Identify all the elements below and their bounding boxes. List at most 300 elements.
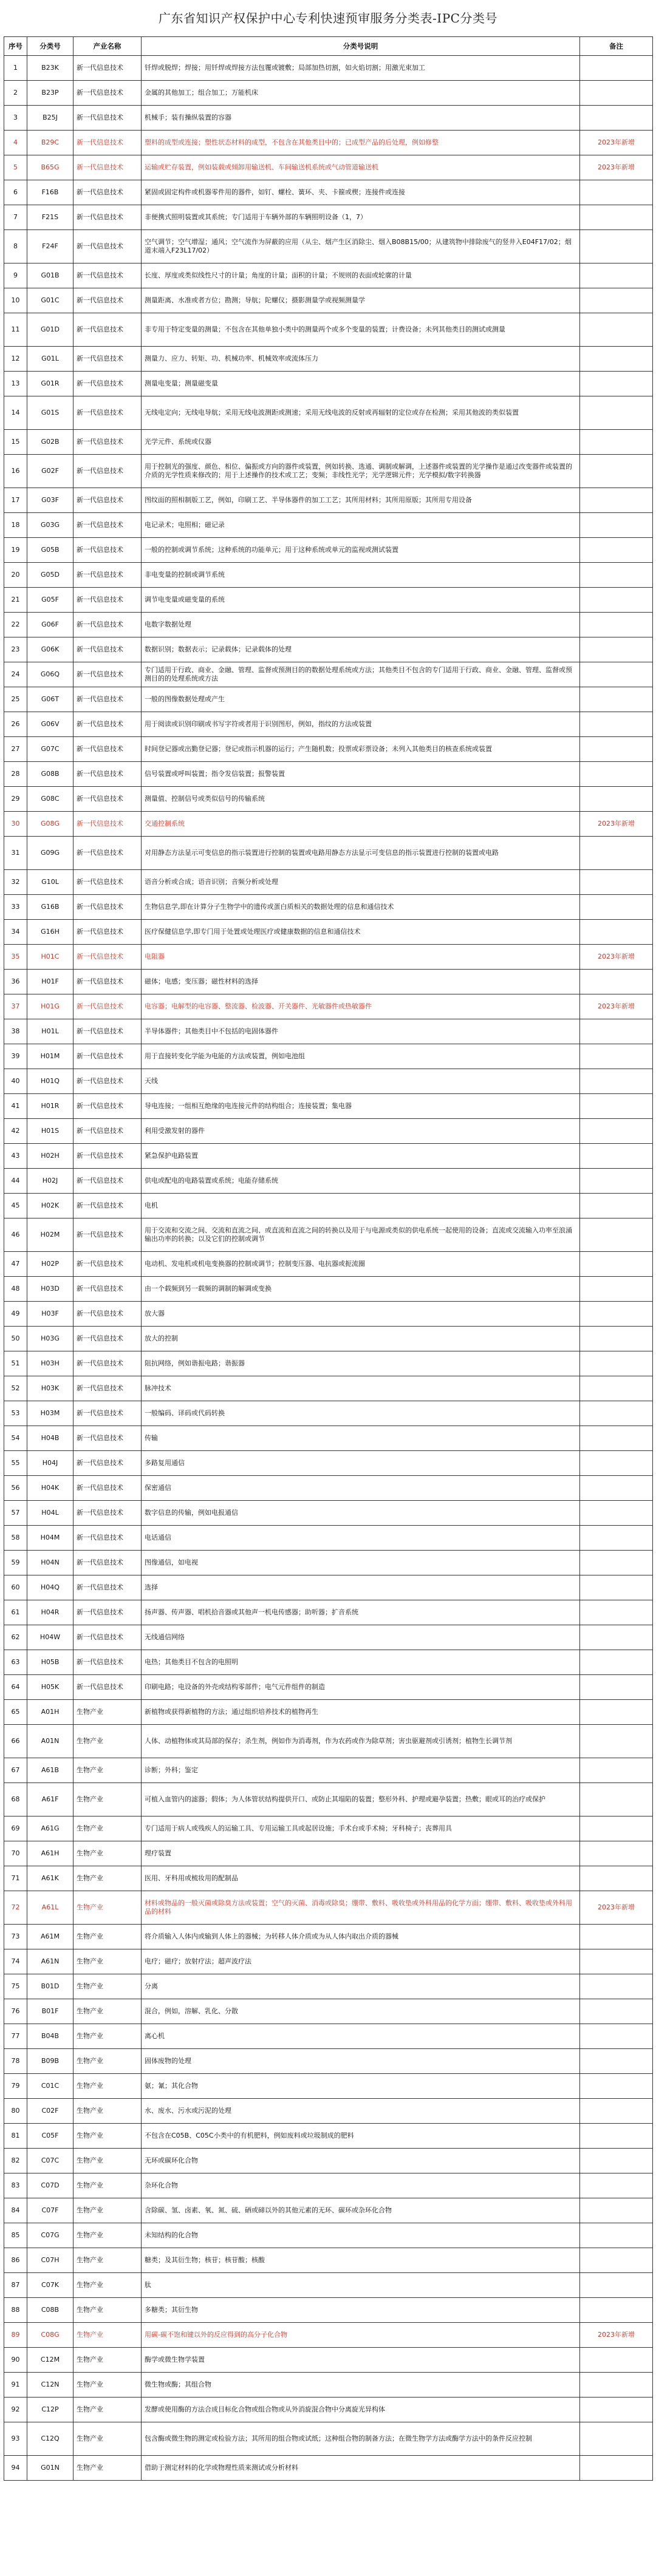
row-number: 84 [4, 2198, 27, 2223]
remark [580, 1866, 653, 1891]
remark [580, 81, 653, 106]
ipc-code: C07K [27, 2273, 73, 2298]
table-row [4, 1675, 653, 1700]
remark [580, 1451, 653, 1476]
ipc-code: H02H [27, 1144, 73, 1169]
table-row [4, 155, 653, 180]
code-description: 多路复用通信 [142, 1451, 580, 1476]
row-number: 88 [4, 2298, 27, 2323]
ipc-code: B01D [27, 1974, 73, 1999]
industry-name: 新一代信息技术 [73, 1451, 142, 1476]
industry-name: 生物产业 [73, 1841, 142, 1866]
code-description: 阻抗网络，例如谐振电路；谐振器 [142, 1351, 580, 1376]
table-row [4, 1891, 653, 1925]
code-description: 信号装置或呼叫装置；指令发信装置；报警装置 [142, 762, 580, 787]
industry-name: 新一代信息技术 [73, 538, 142, 563]
code-description: 保密通信 [142, 1476, 580, 1501]
ipc-code: B09B [27, 2049, 73, 2074]
industry-name: 新一代信息技术 [73, 1376, 142, 1401]
industry-name: 生物产业 [73, 2074, 142, 2099]
industry-name: 新一代信息技术 [73, 787, 142, 812]
ipc-code: G06F [27, 613, 73, 637]
remark [580, 538, 653, 563]
table-row [4, 372, 653, 396]
code-description: 一般编码、译码或代码转换 [142, 1401, 580, 1426]
remark [580, 1841, 653, 1866]
remark [580, 2298, 653, 2323]
code-description: 利用受激发射的器件 [142, 1119, 580, 1144]
table-row [4, 2323, 653, 2348]
table-row [4, 1376, 653, 1401]
ipc-classification-table [4, 36, 653, 2481]
remark [580, 1351, 653, 1376]
remark [580, 2099, 653, 2124]
code-description: 用于直接转变化学能为电能的方法或装置，例如电池组 [142, 1044, 580, 1069]
ipc-code: B01F [27, 1999, 73, 2024]
remark [580, 1044, 653, 1069]
industry-name: 新一代信息技术 [73, 1551, 142, 1575]
row-number: 35 [4, 945, 27, 970]
industry-name: 新一代信息技术 [73, 945, 142, 970]
industry-name: 新一代信息技术 [73, 870, 142, 895]
ipc-code: H03M [27, 1401, 73, 1426]
industry-name: 新一代信息技术 [73, 1426, 142, 1451]
remark [580, 1575, 653, 1600]
table-row [4, 1044, 653, 1069]
table-row [4, 787, 653, 812]
industry-name: 新一代信息技术 [73, 372, 142, 396]
ipc-code: B04B [27, 2024, 73, 2049]
row-number: 76 [4, 1999, 27, 2024]
industry-name: 新一代信息技术 [73, 712, 142, 737]
table-row [4, 1625, 653, 1650]
row-number: 4 [4, 131, 27, 155]
industry-name: 新一代信息技术 [73, 1302, 142, 1327]
table-row [4, 945, 653, 970]
code-description: 时间登记器或出勤登记器；登记或指示机器的运行；产生随机数；投票或彩票设备；未列入其他类目的核查系统或装置 [142, 737, 580, 762]
row-number: 85 [4, 2223, 27, 2248]
industry-name: 新一代信息技术 [73, 488, 142, 513]
code-description: 供电或配电的电路装置或系统；电能存储系统 [142, 1169, 580, 1194]
row-number: 14 [4, 396, 27, 430]
row-number: 32 [4, 870, 27, 895]
ipc-code: C07D [27, 2173, 73, 2198]
table-row [4, 1218, 653, 1252]
table-row [4, 56, 653, 81]
remark [580, 2149, 653, 2173]
row-number: 28 [4, 762, 27, 787]
remark [580, 230, 653, 263]
row-number: 75 [4, 1974, 27, 1999]
remark [580, 2024, 653, 2049]
code-description: 扬声器、传声器、唱机拾音器或其他声一机电传感器；助听器；扩音系统 [142, 1600, 580, 1625]
table-row [4, 1816, 653, 1841]
industry-name: 新一代信息技术 [73, 970, 142, 994]
industry-name: 新一代信息技术 [73, 106, 142, 131]
ipc-code: G05D [27, 563, 73, 588]
remark [580, 970, 653, 994]
code-description: 印刷电路；电设备的外壳或结构零部件；电气元件组件的制造 [142, 1675, 580, 1700]
row-number: 56 [4, 1476, 27, 1501]
code-description: 放大器 [142, 1302, 580, 1327]
row-number: 73 [4, 1925, 27, 1949]
ipc-code: A01N [27, 1725, 73, 1758]
row-number: 47 [4, 1252, 27, 1277]
industry-name: 新一代信息技术 [73, 180, 142, 205]
industry-name: 生物产业 [73, 1758, 142, 1783]
row-number: 43 [4, 1144, 27, 1169]
code-description: 无线通信网络 [142, 1625, 580, 1650]
industry-name: 生物产业 [73, 2248, 142, 2273]
industry-name: 生物产业 [73, 2273, 142, 2298]
code-description: 无线电定向；无线电导航；采用无线电波测距或测速；采用无线电波的反射或再辐射的定位或存在检测；采用其他波的类似装置 [142, 396, 580, 430]
code-description: 用于控制光的强度、颜色、相位、偏振或方向的器件或装置，例如转换、选通、调制或解调，上述器件或装置的光学操作是通过改变器件或装置的介质的光学性质来修改的；用于上述操作的技术或工艺；变频；非线性光学；光学逻辑元件；光学模拟/数字转换器 [142, 455, 580, 488]
table-row [4, 2223, 653, 2248]
remark [580, 488, 653, 513]
ipc-code: H04W [27, 1625, 73, 1650]
table-row [4, 2149, 653, 2173]
industry-name: 新一代信息技术 [73, 662, 142, 687]
code-description: 用碳-碳不饱和键以外的反应得到的高分子化合物 [142, 2323, 580, 2348]
code-description: 长度、厚度或类似线性尺寸的计量；角度的计量；面积的计量；不规则的表面或轮廓的计量 [142, 263, 580, 288]
industry-name: 新一代信息技术 [73, 288, 142, 313]
industry-name: 新一代信息技术 [73, 920, 142, 945]
table-row [4, 288, 653, 313]
remark [580, 563, 653, 588]
remark: 2023年新增 [580, 2323, 653, 2348]
remark [580, 513, 653, 538]
row-number: 65 [4, 1700, 27, 1725]
remark [580, 455, 653, 488]
code-description: 氨；氰；其化合物 [142, 2074, 580, 2099]
row-number: 23 [4, 637, 27, 662]
industry-name: 新一代信息技术 [73, 1401, 142, 1426]
ipc-code: H02P [27, 1252, 73, 1277]
table-row [4, 1949, 653, 1974]
ipc-code: C12P [27, 2398, 73, 2422]
remark [580, 1675, 653, 1700]
code-description: 电机 [142, 1194, 580, 1218]
remark [580, 687, 653, 712]
row-number: 45 [4, 1194, 27, 1218]
industry-name: 新一代信息技术 [73, 263, 142, 288]
table-row [4, 1094, 653, 1119]
industry-name: 生物产业 [73, 1949, 142, 1974]
row-number: 33 [4, 895, 27, 920]
industry-name: 新一代信息技术 [73, 1501, 142, 1526]
code-description: 用于交流和交流之间、交流和直流之间、或直流和直流之间的转换以及用于与电源或类似的供电系统一起使用的设备；直流或交流输入功率至浪涌输出功率的转换；以及它们的控制或调节 [142, 1218, 580, 1252]
table-row [4, 870, 653, 895]
code-description: 材料或物品的一般灭菌或除臭方法或装置；空气的灭菌、消毒或除臭；绷带、敷料、吸收垫或外科用品的化学方面；绷带、敷料、吸收垫或外科用品的材料 [142, 1891, 580, 1925]
remark [580, 56, 653, 81]
remark [580, 1625, 653, 1650]
remark [580, 1376, 653, 1401]
code-description: 多糖类；其衍生物 [142, 2298, 580, 2323]
row-number: 2 [4, 81, 27, 106]
remark [580, 1094, 653, 1119]
table-row [4, 1650, 653, 1675]
remark [580, 2398, 653, 2422]
code-description: 测量电变量；测量磁变量 [142, 372, 580, 396]
ipc-code: F21S [27, 205, 73, 230]
code-description: 电数字数据处理 [142, 613, 580, 637]
table-row [4, 538, 653, 563]
row-number: 87 [4, 2273, 27, 2298]
industry-name: 新一代信息技术 [73, 347, 142, 372]
ipc-code: A61H [27, 1841, 73, 1866]
industry-name: 新一代信息技术 [73, 994, 142, 1019]
code-description: 数字信息的传输，例如电报通信 [142, 1501, 580, 1526]
row-number: 51 [4, 1351, 27, 1376]
code-description: 糖类；及其衍生物；核苷；核苷酸；核酸 [142, 2248, 580, 2273]
ipc-code: H04L [27, 1501, 73, 1526]
row-number: 37 [4, 994, 27, 1019]
row-number: 50 [4, 1327, 27, 1351]
code-description: 金属的其他加工；组合加工；万能机床 [142, 81, 580, 106]
remark [580, 1327, 653, 1351]
table-row [4, 2398, 653, 2422]
ipc-code: H03G [27, 1327, 73, 1351]
ipc-code: H03F [27, 1302, 73, 1327]
table-row [4, 106, 653, 131]
table-row [4, 1974, 653, 1999]
table-row [4, 737, 653, 762]
table-row [4, 812, 653, 837]
header-code: 分类号 [27, 37, 73, 56]
row-number: 72 [4, 1891, 27, 1925]
row-number: 6 [4, 180, 27, 205]
ipc-code: G09G [27, 837, 73, 870]
code-description: 导电连接；一组相互绝缘的电连接元件的结构组合；连接装置；集电器 [142, 1094, 580, 1119]
code-description: 借助于测定材料的化学或物理性质来测试或分析材料 [142, 2456, 580, 2481]
row-number: 12 [4, 347, 27, 372]
table-row [4, 2024, 653, 2049]
table-row [4, 1841, 653, 1866]
code-description: 塑料的成型或连接；塑性状态材料的成型，不包含在其他类目中的；已成型产品的后处理，例如修整 [142, 131, 580, 155]
row-number: 61 [4, 1600, 27, 1625]
industry-name: 新一代信息技术 [73, 81, 142, 106]
remark [580, 613, 653, 637]
industry-name: 生物产业 [73, 2173, 142, 2198]
industry-name: 新一代信息技术 [73, 637, 142, 662]
industry-name: 生物产业 [73, 2024, 142, 2049]
industry-name: 新一代信息技术 [73, 1019, 142, 1044]
code-description: 一般的图像数据处理或产生 [142, 687, 580, 712]
ipc-code: H04J [27, 1451, 73, 1476]
ipc-code: C12M [27, 2348, 73, 2373]
table-row [4, 2422, 653, 2456]
code-description: 将介质输入人体内或输到人体上的器械；为转移人体介质或为从人体内取出介质的器械 [142, 1925, 580, 1949]
remark [580, 837, 653, 870]
table-row [4, 588, 653, 613]
remark [580, 1426, 653, 1451]
ipc-code: H01S [27, 1119, 73, 1144]
table-row [4, 1302, 653, 1327]
row-number: 48 [4, 1277, 27, 1302]
table-row [4, 1999, 653, 2024]
table-row [4, 513, 653, 538]
ipc-code: H01F [27, 970, 73, 994]
header-note: 备注 [580, 37, 653, 56]
code-description: 分离 [142, 1974, 580, 1999]
remark [580, 1144, 653, 1169]
industry-name: 新一代信息技术 [73, 737, 142, 762]
code-description: 机械手；装有操纵装置的容器 [142, 106, 580, 131]
ipc-code: C07G [27, 2223, 73, 2248]
remark [580, 1302, 653, 1327]
remark [580, 313, 653, 347]
industry-name: 生物产业 [73, 1725, 142, 1758]
code-description: 水、废水、污水或污泥的处理 [142, 2099, 580, 2124]
code-description: 电热；其他类目不包含的电照明 [142, 1650, 580, 1675]
remark: 2023年新增 [580, 945, 653, 970]
industry-name: 新一代信息技术 [73, 1094, 142, 1119]
remark [580, 1999, 653, 2024]
industry-name: 新一代信息技术 [73, 1351, 142, 1376]
ipc-code: G07C [27, 737, 73, 762]
code-description: 专门适用于病人或残疾人的运输工具、专用运输工具或起居设施；手术台或手术椅；牙科椅子；丧葬用具 [142, 1816, 580, 1841]
table-row [4, 613, 653, 637]
row-number: 3 [4, 106, 27, 131]
remark [580, 588, 653, 613]
ipc-code: H04Q [27, 1575, 73, 1600]
remark [580, 2422, 653, 2456]
code-description: 电阻器 [142, 945, 580, 970]
ipc-code: H01C [27, 945, 73, 970]
row-number: 64 [4, 1675, 27, 1700]
table-row [4, 637, 653, 662]
table-row [4, 1783, 653, 1816]
ipc-code: H01G [27, 994, 73, 1019]
ipc-code: G01C [27, 288, 73, 313]
remark [580, 372, 653, 396]
ipc-code: H01L [27, 1019, 73, 1044]
industry-name: 新一代信息技术 [73, 1575, 142, 1600]
ipc-code: F24F [27, 230, 73, 263]
ipc-code: B65G [27, 155, 73, 180]
ipc-code: B23K [27, 56, 73, 81]
row-number: 22 [4, 613, 27, 637]
header-industry: 产业名称 [73, 37, 142, 56]
remark [580, 1974, 653, 1999]
row-number: 9 [4, 263, 27, 288]
row-number: 30 [4, 812, 27, 837]
row-number: 10 [4, 288, 27, 313]
industry-name: 生物产业 [73, 2223, 142, 2248]
row-number: 26 [4, 712, 27, 737]
table-row [4, 1277, 653, 1302]
remark [580, 1925, 653, 1949]
remark [580, 2074, 653, 2099]
code-description: 无环或碳环化合物 [142, 2149, 580, 2173]
table-row [4, 1426, 653, 1451]
row-number: 70 [4, 1841, 27, 1866]
ipc-code: H01R [27, 1094, 73, 1119]
code-description: 放大的控制 [142, 1327, 580, 1351]
ipc-code: A61M [27, 1925, 73, 1949]
remark [580, 2223, 653, 2248]
industry-name: 生物产业 [73, 1700, 142, 1725]
table-header-row [4, 37, 653, 56]
industry-name: 生物产业 [73, 1816, 142, 1841]
ipc-code: H04R [27, 1600, 73, 1625]
remark [580, 662, 653, 687]
ipc-code: H01Q [27, 1069, 73, 1094]
industry-name: 生物产业 [73, 1783, 142, 1816]
header-desc: 分类号说明 [142, 37, 580, 56]
table-row [4, 1401, 653, 1426]
ipc-code: G01D [27, 313, 73, 347]
code-description: 酶学或微生物学装置 [142, 2348, 580, 2373]
row-number: 55 [4, 1451, 27, 1476]
ipc-code: G08C [27, 787, 73, 812]
industry-name: 新一代信息技术 [73, 1625, 142, 1650]
row-number: 86 [4, 2248, 27, 2273]
page-title: 广东省知识产权保护中心专利快速预审服务分类表-IPC分类号 [159, 11, 497, 25]
remark [580, 1476, 653, 1501]
code-description: 天线 [142, 1069, 580, 1094]
row-number: 74 [4, 1949, 27, 1974]
industry-name: 新一代信息技术 [73, 762, 142, 787]
code-description: 数据识别；数据表示；记录载体；记录载体的处理 [142, 637, 580, 662]
remark [580, 288, 653, 313]
industry-name: 生物产业 [73, 1999, 142, 2024]
ipc-code: C08B [27, 2298, 73, 2323]
ipc-code: B23P [27, 81, 73, 106]
industry-name: 新一代信息技术 [73, 1144, 142, 1169]
code-description: 测量值、控制信号或类似信号的传输系统 [142, 787, 580, 812]
industry-name: 新一代信息技术 [73, 513, 142, 538]
table-row [4, 1351, 653, 1376]
table-row [4, 2456, 653, 2481]
row-number: 93 [4, 2422, 27, 2456]
code-description: 图像通信，如电视 [142, 1551, 580, 1575]
row-number: 89 [4, 2323, 27, 2348]
code-description: 半导体器件；其他类目中不包括的电固体器件 [142, 1019, 580, 1044]
row-number: 81 [4, 2124, 27, 2149]
industry-name: 新一代信息技术 [73, 1476, 142, 1501]
remark [580, 1526, 653, 1551]
code-description: 医疗保健信息学,即专门用于处置或处理医疗或健康数据的信息和通信技术 [142, 920, 580, 945]
remark [580, 1401, 653, 1426]
ipc-code: H04K [27, 1476, 73, 1501]
row-number: 8 [4, 230, 27, 263]
table-row [4, 837, 653, 870]
industry-name: 新一代信息技术 [73, 155, 142, 180]
table-row [4, 205, 653, 230]
ipc-code: H02J [27, 1169, 73, 1194]
ipc-code: A61N [27, 1949, 73, 1974]
remark [580, 2348, 653, 2373]
code-description: 离心机 [142, 2024, 580, 2049]
table-row [4, 1069, 653, 1094]
row-number: 19 [4, 538, 27, 563]
remark [580, 2124, 653, 2149]
industry-name: 新一代信息技术 [73, 455, 142, 488]
row-number: 40 [4, 1069, 27, 1094]
ipc-code: A61L [27, 1891, 73, 1925]
industry-name: 生物产业 [73, 2099, 142, 2124]
table-row [4, 2348, 653, 2373]
remark [580, 1119, 653, 1144]
table-row [4, 2198, 653, 2223]
remark: 2023年新增 [580, 994, 653, 1019]
row-number: 58 [4, 1526, 27, 1551]
code-description: 非便携式照明装置或其系统；专门适用于车辆外部的车辆照明设备（1，7） [142, 205, 580, 230]
table-row [4, 230, 653, 263]
code-description: 非电变量的控制或调节系统 [142, 563, 580, 588]
ipc-code: B29C [27, 131, 73, 155]
